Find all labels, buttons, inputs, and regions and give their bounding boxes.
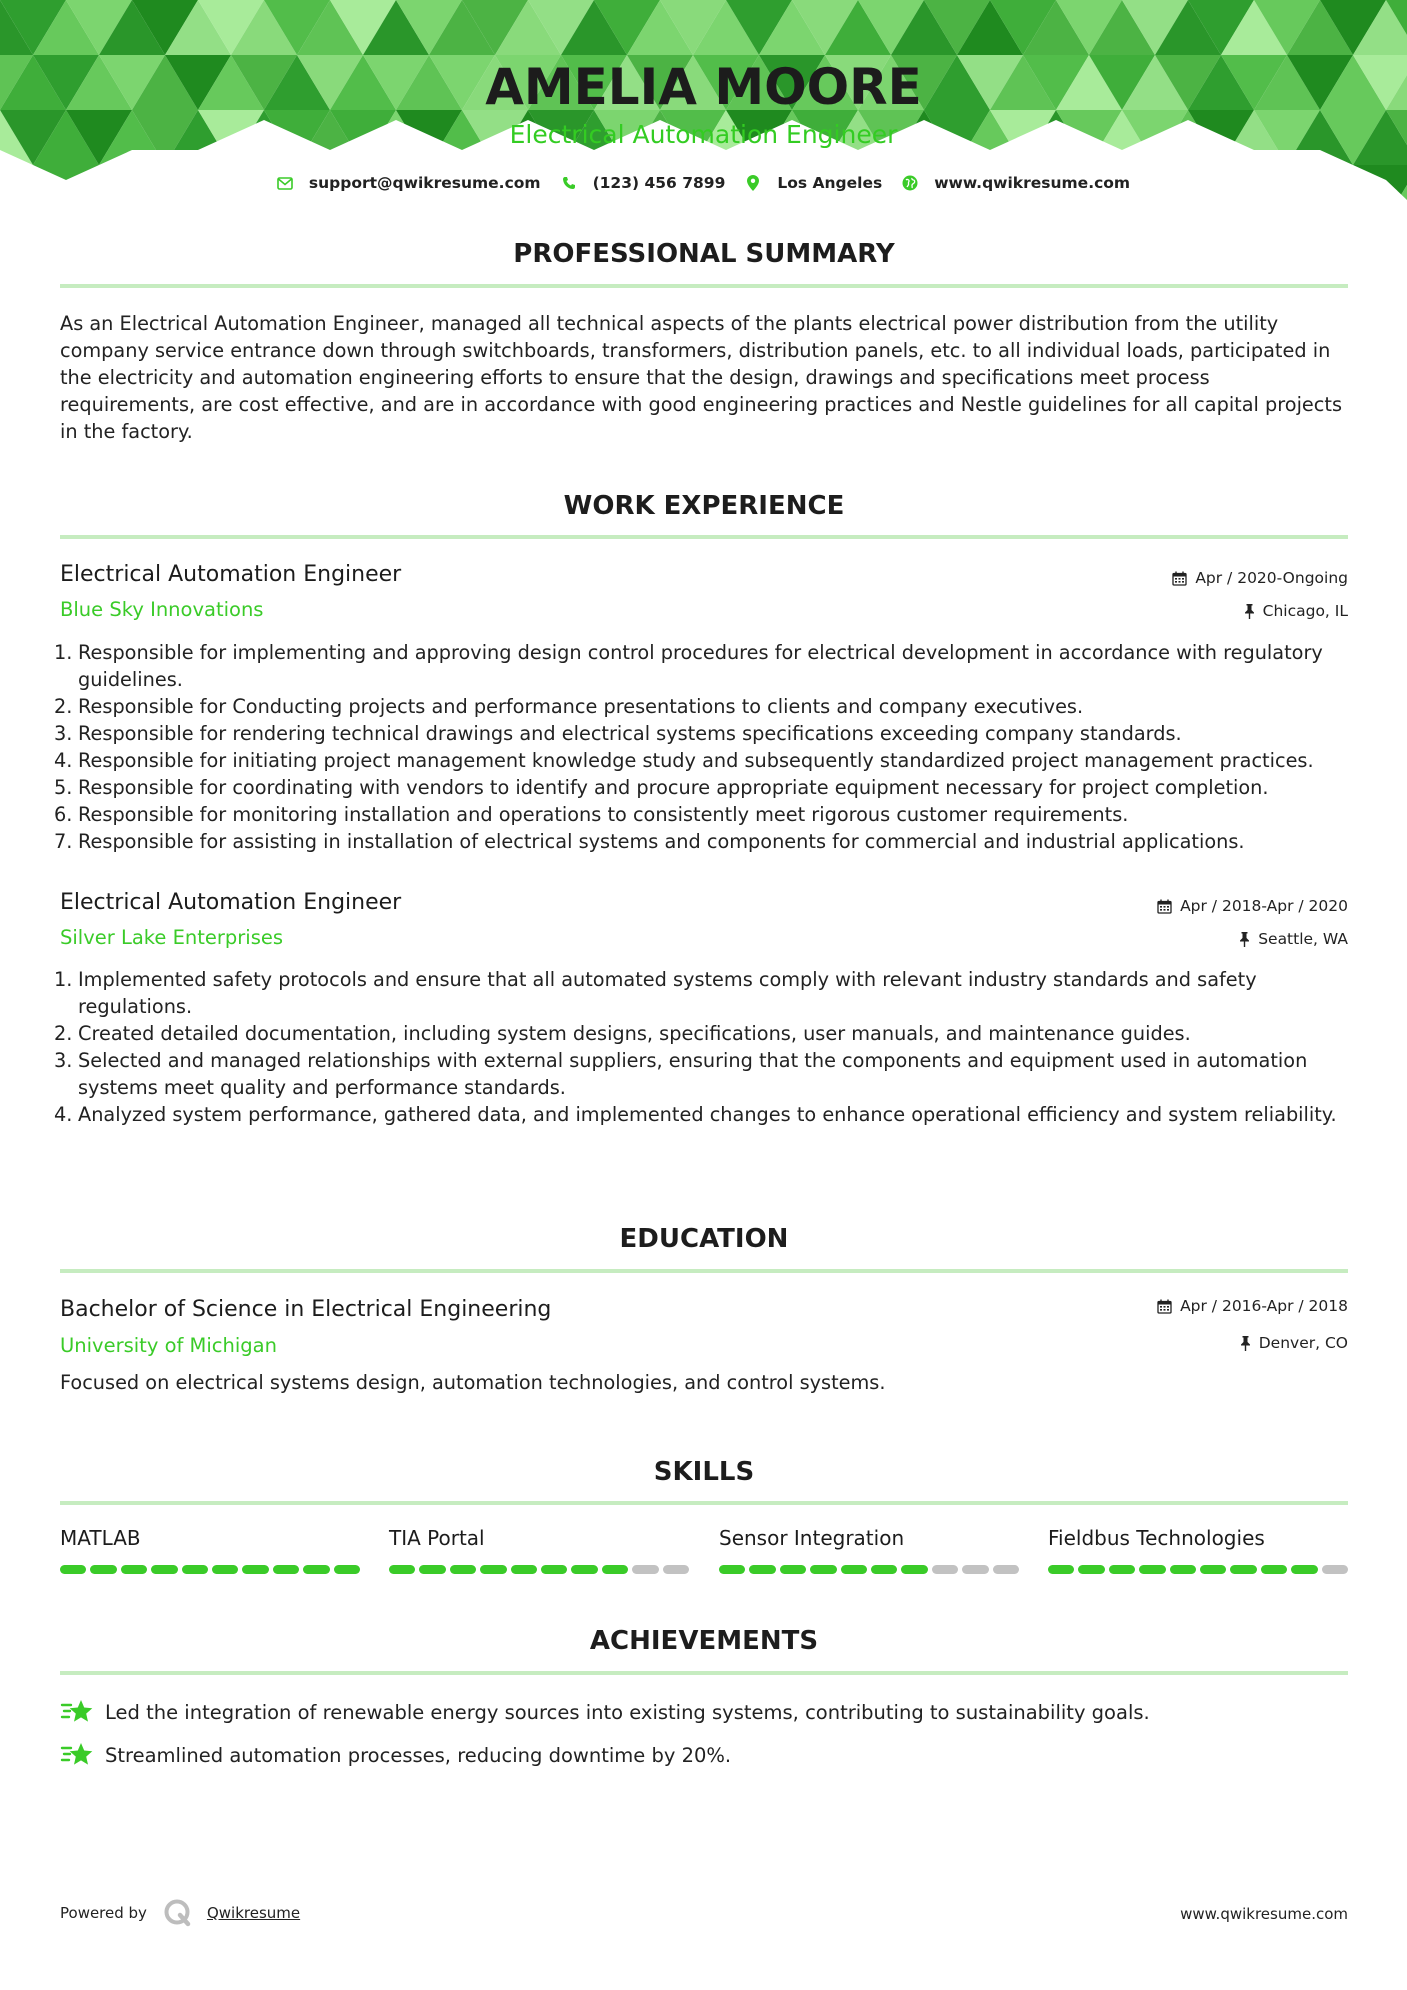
contact-email-text: support@qwikresume.com	[308, 174, 541, 192]
skill-level-segment	[901, 1565, 927, 1574]
skill-level-segment	[871, 1565, 897, 1574]
education-dates	[1157, 1297, 1348, 1315]
envelope-icon	[277, 175, 293, 191]
list-item: Selected and managed relationships with external suppliers, ensuring that the components and equipment used in automation systems meet quality and performance standards.	[78, 1049, 1308, 1099]
summary-divider	[60, 284, 1348, 288]
skill-level-segment	[1139, 1565, 1165, 1574]
skill-level-segment	[993, 1565, 1019, 1574]
skill-level-segment	[273, 1565, 299, 1574]
skill-level-segment	[719, 1565, 745, 1574]
skill-level-segment	[1078, 1565, 1104, 1574]
skill-level-segment	[1048, 1565, 1074, 1574]
education-location-text: Denver, CO	[1258, 1334, 1348, 1352]
skill-level-segment	[212, 1565, 238, 1574]
job-location-text: Seattle, WA	[1258, 930, 1348, 948]
contact-phone[interactable]	[561, 174, 726, 192]
skill-level-segment	[450, 1565, 476, 1574]
education-location	[1240, 1334, 1348, 1352]
achievements-divider	[60, 1671, 1348, 1675]
globe-icon	[902, 175, 918, 191]
skill-name: TIA Portal	[389, 1526, 485, 1550]
degree-title: Bachelor of Science in Electrical Engineering	[60, 1297, 552, 1322]
experience-divider	[60, 535, 1348, 539]
skill-name: Sensor Integration	[719, 1526, 905, 1550]
job-company: Silver Lake Enterprises	[60, 926, 284, 949]
skill-level-segment	[1109, 1565, 1135, 1574]
job-location	[1239, 930, 1348, 948]
calendar-icon	[1172, 571, 1187, 586]
summary-heading: PROFESSIONAL SUMMARY	[513, 239, 895, 269]
achievement-item	[60, 1740, 731, 1770]
skill-level-segment	[121, 1565, 147, 1574]
skill-item	[389, 1526, 689, 1574]
achievements-heading: ACHIEVEMENTS	[589, 1626, 819, 1656]
contact-website-text: www.qwikresume.com	[934, 174, 1131, 192]
job-dates	[1157, 897, 1348, 915]
list-item: Responsible for assisting in installation of electrical systems and components for commercial and industrial applications.	[78, 830, 1245, 853]
job-dates-text: Apr / 2020-Ongoing	[1195, 569, 1348, 587]
skill-item	[60, 1526, 360, 1574]
pushpin-icon	[1240, 1336, 1251, 1351]
pushpin-icon	[1244, 604, 1255, 619]
job-location	[1244, 602, 1348, 620]
list-item: Responsible for coordinating with vendors to identify and procure appropriate equipment necessary for project completion.	[78, 776, 1269, 799]
brand-link[interactable]: Qwikresume	[206, 1904, 301, 1922]
skill-level-segment	[663, 1565, 689, 1574]
job-title: Electrical Automation Engineer	[60, 562, 402, 587]
skill-level-segment	[511, 1565, 537, 1574]
candidate-name: AMELIA MOORE	[485, 58, 922, 116]
skill-level-segment	[90, 1565, 116, 1574]
candidate-role: Electrical Automation Engineer	[509, 120, 898, 149]
job-dates-text: Apr / 2018-Apr / 2020	[1180, 897, 1348, 915]
list-item: Created detailed documentation, including system designs, specifications, user manuals, and maintenance guides.	[78, 1022, 1191, 1045]
phone-icon	[561, 175, 577, 191]
achievement-text: Led the integration of renewable energy sources into existing systems, contributing to sustainability goals.	[105, 1700, 1150, 1724]
star-badge-icon	[60, 1740, 94, 1770]
education-dates-text: Apr / 2016-Apr / 2018	[1180, 1297, 1348, 1315]
skills-heading: SKILLS	[653, 1457, 755, 1487]
skills-divider	[60, 1501, 1348, 1505]
skill-level-segment	[571, 1565, 597, 1574]
skill-level-segment	[602, 1565, 628, 1574]
skill-level-segment	[151, 1565, 177, 1574]
list-item: Responsible for monitoring installation and operations to consistently meet rigorous customer requirements.	[78, 803, 1129, 826]
school-name: University of Michigan	[60, 1334, 277, 1357]
qwikresume-logo-icon	[163, 1898, 193, 1928]
calendar-icon	[1157, 1299, 1172, 1314]
skill-level-segment	[182, 1565, 208, 1574]
skill-level-segment	[1230, 1565, 1256, 1574]
skill-level-segment	[1261, 1565, 1287, 1574]
experience-heading: WORK EXPERIENCE	[563, 491, 845, 521]
footer-powered-by	[60, 1898, 300, 1928]
education-heading: EDUCATION	[619, 1224, 789, 1254]
map-pin-icon	[745, 175, 761, 191]
skill-level-segment	[242, 1565, 268, 1574]
skill-level-bar	[60, 1565, 360, 1574]
skill-level-segment	[632, 1565, 658, 1574]
skill-level-segment	[749, 1565, 775, 1574]
skill-name: MATLAB	[60, 1526, 141, 1550]
job-company: Blue Sky Innovations	[60, 598, 264, 621]
skill-level-segment	[841, 1565, 867, 1574]
contact-location-text: Los Angeles	[777, 174, 883, 192]
job-duties-list	[60, 639, 1355, 855]
skill-level-segment	[419, 1565, 445, 1574]
job-duties-list	[60, 966, 1355, 1128]
pushpin-icon	[1239, 932, 1250, 947]
list-item: Responsible for implementing and approving design control procedures for electrical development in accordance with regulatory guidelines.	[78, 641, 1323, 691]
skill-level-segment	[480, 1565, 506, 1574]
education-description: Focused on electrical systems design, automation technologies, and control systems.	[60, 1371, 886, 1394]
skill-item	[1048, 1526, 1348, 1574]
skill-level-segment	[1322, 1565, 1348, 1574]
job-title: Electrical Automation Engineer	[60, 890, 402, 915]
skill-level-segment	[60, 1565, 86, 1574]
contact-phone-text: (123) 456 7899	[592, 174, 726, 192]
list-item: Analyzed system performance, gathered data, and implemented changes to enhance operational efficiency and system reliability.	[78, 1103, 1337, 1126]
skill-level-bar	[1048, 1565, 1348, 1574]
list-item: Responsible for initiating project management knowledge study and subsequently standardized project management practices.	[78, 749, 1314, 772]
skill-level-segment	[303, 1565, 329, 1574]
skill-level-segment	[1291, 1565, 1317, 1574]
achievement-item	[60, 1697, 1150, 1727]
skill-level-segment	[962, 1565, 988, 1574]
education-divider	[60, 1269, 1348, 1273]
list-item: Implemented safety protocols and ensure that all automated systems comply with relevant industry standards and safety regulations.	[78, 968, 1257, 1018]
footer-website-link[interactable]: www.qwikresume.com	[1180, 1905, 1348, 1923]
star-badge-icon	[60, 1697, 94, 1727]
skill-name: Fieldbus Technologies	[1048, 1526, 1265, 1550]
contact-website[interactable]	[902, 174, 1130, 192]
contact-location	[745, 174, 882, 192]
skill-level-segment	[334, 1565, 360, 1574]
skill-level-segment	[932, 1565, 958, 1574]
skill-level-segment	[389, 1565, 415, 1574]
skill-level-segment	[810, 1565, 836, 1574]
calendar-icon	[1157, 899, 1172, 914]
summary-text: As an Electrical Automation Engineer, managed all technical aspects of the plants electrical power distribution from the utility company service entrance down through switchboards, transformers, distribution panels, etc. to all individual loads, participated in the electricity and automation engineering efforts to ensure that the design, drawings and specifications meet process requirements, are cost effective, and are in accordance with good engineering practices and Nestle guidelines for all capital projects in the factory.	[60, 312, 1343, 443]
skill-item	[719, 1526, 1019, 1574]
list-item: Responsible for Conducting projects and performance presentations to clients and company executives.	[78, 695, 1084, 718]
skill-level-segment	[541, 1565, 567, 1574]
skill-level-segment	[780, 1565, 806, 1574]
job-location-text: Chicago, IL	[1262, 602, 1348, 620]
contact-email[interactable]	[277, 174, 541, 192]
powered-by-label: Powered by	[60, 1904, 147, 1922]
skill-level-bar	[719, 1565, 1019, 1574]
skill-level-bar	[389, 1565, 689, 1574]
skill-level-segment	[1170, 1565, 1196, 1574]
contact-bar	[0, 174, 1407, 192]
list-item: Responsible for rendering technical drawings and electrical systems specifications exceeding company standards.	[78, 722, 1182, 745]
skill-level-segment	[1200, 1565, 1226, 1574]
achievement-text: Streamlined automation processes, reducing downtime by 20%.	[105, 1743, 732, 1767]
job-dates	[1172, 569, 1348, 587]
